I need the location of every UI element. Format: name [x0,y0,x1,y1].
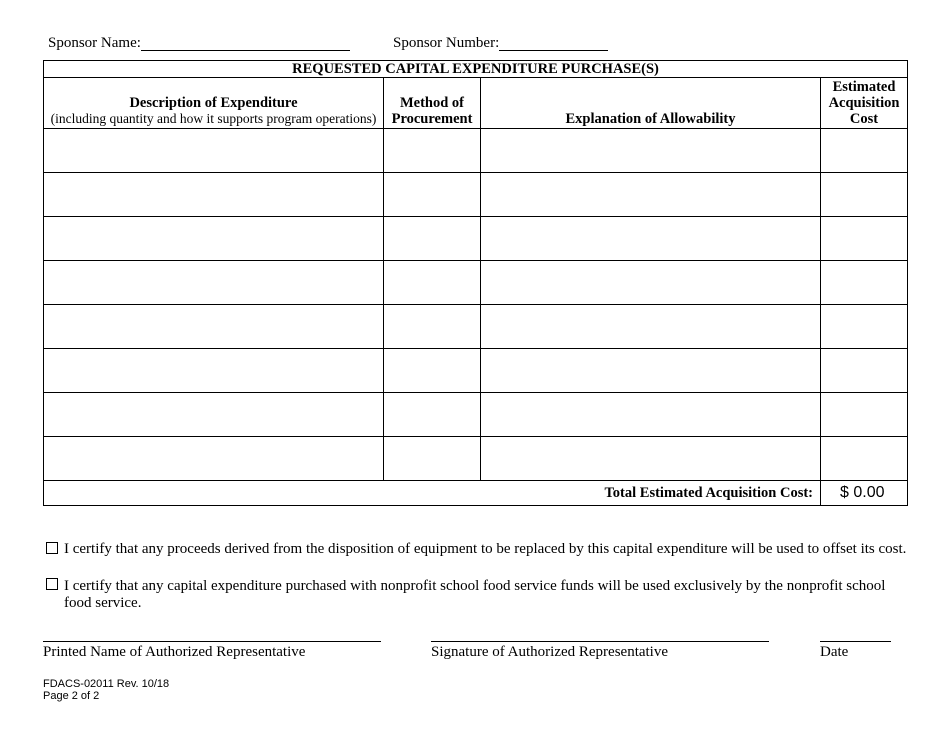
method-header-line1: Method of [399,95,465,111]
method-cell[interactable] [384,305,481,349]
table-row [44,173,908,217]
description-cell[interactable] [44,173,384,217]
explanation-cell[interactable] [481,393,821,437]
certify-exclusive-use-text: I certify that any capital expenditure purchased with nonprofit school food service funds will be used exclusively by the nonprofit school food service. [64,578,886,611]
method-input[interactable] [384,261,480,304]
method-input[interactable] [384,305,480,348]
total-cost-label: Total Estimated Acquisition Cost: [44,481,821,506]
description-input[interactable] [44,349,383,392]
method-cell[interactable] [384,129,481,173]
description-header-subtitle: (including quantity and how it supports program operations) [50,111,377,126]
explanation-cell[interactable] [481,217,821,261]
description-cell[interactable] [44,129,384,173]
cost-input[interactable] [821,217,907,260]
sponsor-number-line [499,34,608,51]
method-cell[interactable] [384,437,481,481]
method-cell[interactable] [384,349,481,393]
explanation-input[interactable] [481,261,820,304]
description-input[interactable] [44,129,383,172]
description-cell[interactable] [44,437,384,481]
explanation-input[interactable] [481,393,820,436]
table-row [44,129,908,173]
capital-expenditure-table [43,60,908,506]
page-number: Page 2 of 2 [43,690,100,702]
method-input[interactable] [384,349,480,392]
explanation-header-label: Explanation of Allowability [565,111,736,127]
sponsor-name-line [141,34,350,51]
table-row [44,349,908,393]
method-cell[interactable] [384,173,481,217]
cost-input[interactable] [821,129,907,172]
cost-input[interactable] [821,437,907,480]
sponsor-number-label: Sponsor Number: [393,35,500,51]
explanation-cell[interactable] [481,349,821,393]
cost-input[interactable] [821,173,907,216]
cost-column-header [821,78,908,129]
certify-proceeds-checkbox[interactable] [46,542,58,554]
cost-input[interactable] [821,261,907,304]
description-header-title: Description of Expenditure [129,95,298,111]
signature-label: Signature of Authorized Representative [431,644,669,660]
explanation-input[interactable] [481,437,820,480]
description-column-header [44,78,384,129]
form-footer [43,678,169,702]
certify-proceeds-text: I certify that any proceeds derived from the disposition of equipment to be replaced by this capital expenditure will be used to offset its cost. [64,541,907,557]
printed-name-line[interactable] [43,640,381,642]
explanation-input[interactable] [481,217,820,260]
cost-cell[interactable] [821,305,908,349]
method-input[interactable] [384,437,480,480]
cost-header-line3: Cost [849,111,879,127]
explanation-cell[interactable] [481,173,821,217]
certify-exclusive-use-checkbox[interactable] [46,578,58,590]
description-input[interactable] [44,217,383,260]
method-column-header [384,78,481,129]
total-row [44,481,908,506]
table-row [44,393,908,437]
explanation-column-header [481,78,821,129]
cost-input[interactable] [821,305,907,348]
cost-cell[interactable] [821,217,908,261]
cost-header-line1: Estimated [832,79,896,95]
method-input[interactable] [384,393,480,436]
method-header-line2: Procurement [391,111,473,127]
method-cell[interactable] [384,217,481,261]
cost-cell[interactable] [821,349,908,393]
cost-header-line2: Acquisition [828,95,900,111]
date-label: Date [820,644,849,660]
description-input[interactable] [44,393,383,436]
printed-name-label: Printed Name of Authorized Representative [43,644,306,660]
table-title: REQUESTED CAPITAL EXPENDITURE PURCHASE(S) [44,61,908,78]
explanation-input[interactable] [481,129,820,172]
explanation-input[interactable] [481,349,820,392]
table-row [44,261,908,305]
cost-cell[interactable] [821,173,908,217]
description-cell[interactable] [44,305,384,349]
table-row [44,305,908,349]
description-input[interactable] [44,305,383,348]
description-input[interactable] [44,437,383,480]
sponsor-name-input[interactable] [141,36,350,52]
total-cost-value[interactable]: $ 0.00 [821,481,908,506]
table-row [44,437,908,481]
description-cell[interactable] [44,217,384,261]
description-input[interactable] [44,261,383,304]
method-input[interactable] [384,217,480,260]
sponsor-number-input[interactable] [499,36,608,52]
cost-cell[interactable] [821,261,908,305]
cost-input[interactable] [821,349,907,392]
table-row [44,217,908,261]
method-input[interactable] [384,173,480,216]
explanation-input[interactable] [481,305,820,348]
method-cell[interactable] [384,393,481,437]
cost-cell[interactable] [821,129,908,173]
method-cell[interactable] [384,261,481,305]
description-cell[interactable] [44,261,384,305]
form-id: FDACS-02011 Rev. 10/18 [43,678,170,690]
cost-cell[interactable] [821,437,908,481]
sponsor-name-label: Sponsor Name: [48,35,141,51]
cost-input[interactable] [821,393,907,436]
description-input[interactable] [44,173,383,216]
date-line[interactable] [820,640,891,642]
description-cell[interactable] [44,349,384,393]
explanation-cell[interactable] [481,305,821,349]
description-cell[interactable] [44,393,384,437]
signature-line[interactable] [431,640,769,642]
method-input[interactable] [384,129,480,172]
explanation-cell[interactable] [481,261,821,305]
explanation-cell[interactable] [481,437,821,481]
cost-cell[interactable] [821,393,908,437]
explanation-cell[interactable] [481,129,821,173]
explanation-input[interactable] [481,173,820,216]
